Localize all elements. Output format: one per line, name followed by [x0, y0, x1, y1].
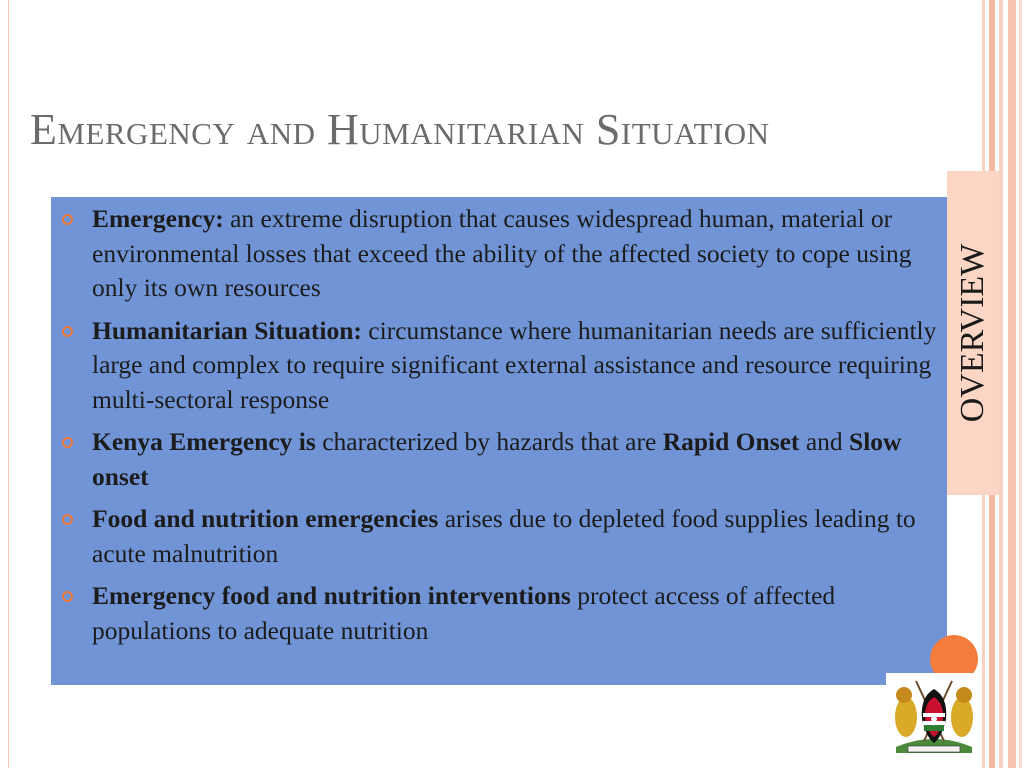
- bullet-icon: [62, 591, 73, 602]
- bullet-item-interventions: [92, 579, 937, 648]
- definition-humanitarian: circumstance where humanitarian needs are sufficiently large and complex to require significant external assistance and resource requiring multi-sectoral response: [92, 315, 937, 414]
- term-interventions: Emergency food and nutrition interventions: [92, 581, 571, 610]
- bullet-icon: [62, 437, 73, 448]
- term-slow-onset: Slow onset: [92, 427, 902, 491]
- definition-food-emergencies: arises due to depleted food supplies leading to acute malnutrition: [92, 504, 916, 568]
- bullet-item-food-emergencies: [92, 502, 937, 571]
- definition-kenya: characterized by hazards that are: [315, 427, 663, 456]
- content-box: [51, 197, 947, 685]
- overview-side-tab: [947, 171, 999, 495]
- side-tab-label: OVERVIEW: [954, 243, 991, 423]
- term-humanitarian: Humanitarian Situation:: [92, 315, 362, 345]
- bullet-item-emergency: [92, 202, 937, 306]
- definition-emergency: an extreme disruption that causes widespread human, material or environmental losses that exceed the ability of the affected society to cope using only its own resources: [92, 204, 912, 302]
- term-emergency: Emergency:: [92, 204, 224, 233]
- bullet-icon: [62, 326, 73, 337]
- term-rapid-onset: Rapid Onset: [662, 427, 800, 456]
- left-border-line: [8, 0, 9, 768]
- bullet-icon: [62, 514, 73, 525]
- definition-interventions: protect access of affected populations to adequate nutrition: [92, 581, 836, 645]
- term-food-emergencies: Food and nutrition emergencies: [92, 504, 439, 533]
- bullet-list: [92, 202, 937, 648]
- bullet-item-kenya: [92, 425, 937, 494]
- conjunction-and: and: [799, 427, 850, 456]
- bullet-icon: [62, 214, 73, 225]
- kenya-coat-of-arms-icon: [886, 673, 982, 755]
- term-kenya: Kenya Emergency is: [92, 427, 316, 456]
- slide-title: Emergency and Humanitarian Situation: [30, 105, 770, 154]
- bullet-item-humanitarian: [92, 314, 937, 418]
